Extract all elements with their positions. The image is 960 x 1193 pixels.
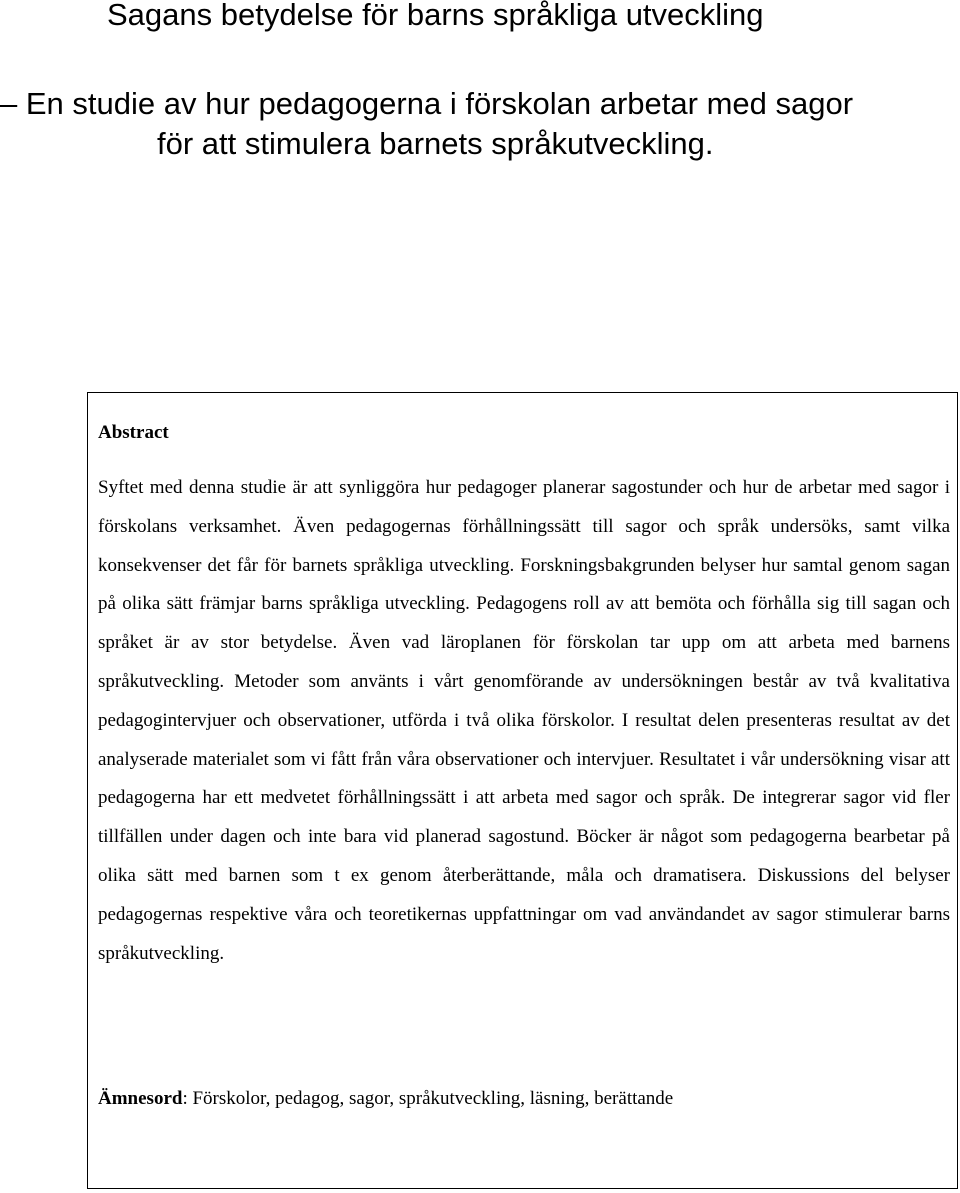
keywords-label: Ämnesord [98,1088,183,1109]
document-subtitle [0,84,955,164]
abstract-heading: Abstract [98,422,169,443]
document-title: Sagans betydelse för barns språkliga utveckling [107,0,764,32]
subtitle-line-2: för att stimulera barnets språkutveckling. [157,126,714,161]
keywords-line [98,1085,950,1113]
keywords-list: Förskolor, pedagog, sagor, språkutveckling, läsning, berättande [187,1088,674,1109]
subtitle-line-1: – En studie av hur pedagogerna i förskolan arbetar med sagor [0,86,854,121]
abstract-body: Syftet med denna studie är att synliggöra hur pedagoger planerar sagostunder och hur de arbetar med sagor i förskolans verksamhet. Även pedagogernas förhållningssätt till sagor och språk undersöks, samt vilka konsekvenser det får för barnets språkliga utveckling. Forskningsbakgrunden belyser hur samtal genom sagan på olika sätt främjar barns språkliga utveckling. Pedagogens roll av att bemöta och förhålla sig till sagan och språket är av stor betydelse. Även vad läroplanen för förskolan tar upp om att arbeta med barnens språkutveckling. Metoder som använts i vårt genomförande av undersökningen består av två kvalitativa pedagogintervjuer och observationer, utförda i två olika förskolor. I resultat delen presenteras resultat av det analyserade materialet som vi fått från våra observationer och intervjuer. Resultatet i vår undersökning visar att pedagogerna har ett medvetet förhållningssätt i att arbeta med sagor och språk. De integrerar sagor vid fler tillfällen under dagen och inte bara vid planerad sagostund. Böcker är något som pedagogerna bearbetar på olika sätt med barnen som t ex genom återberättande, måla och dramatisera. Diskussions del belyser pedagogernas respektive våra och teoretikernas uppfattningar om vad användandet av sagor stimulerar barns språkutveckling. [98,477,950,964]
abstract-box [87,392,958,1189]
keywords-separator: : [182,1088,188,1109]
